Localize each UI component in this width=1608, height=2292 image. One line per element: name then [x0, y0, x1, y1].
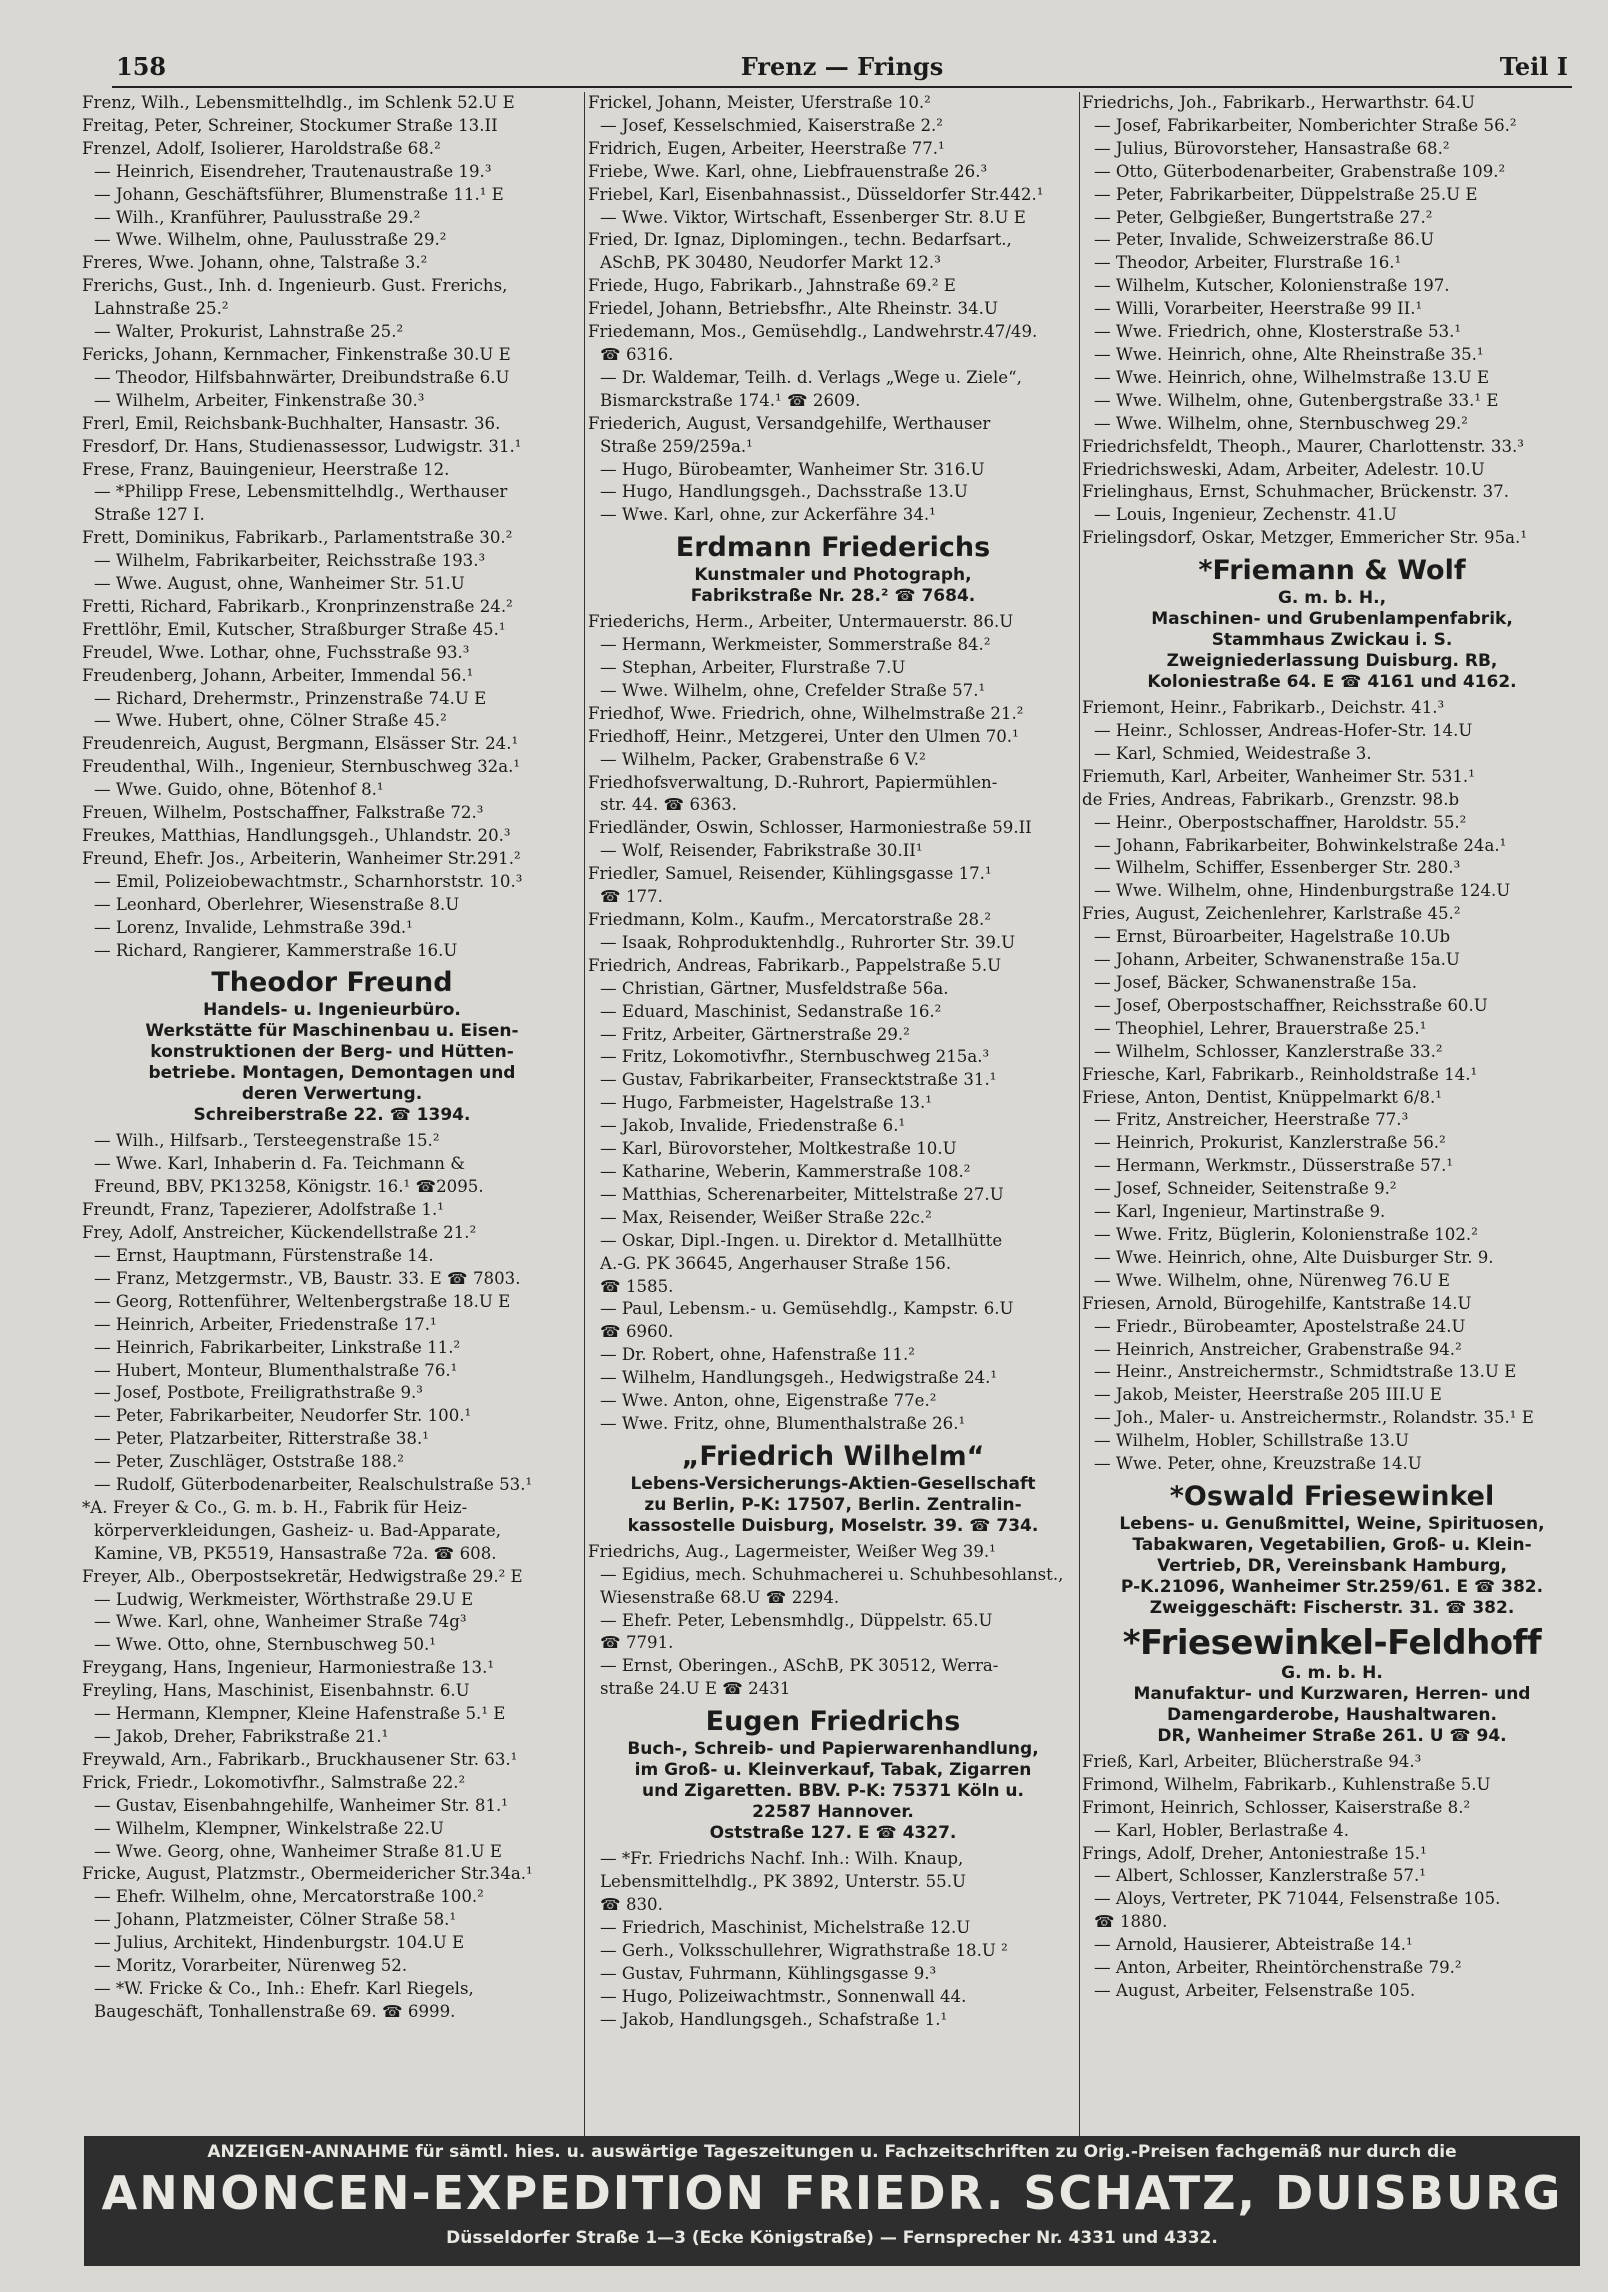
- directory-entry: Friesche, Karl, Fabrikarb., Reinholdstraße 14.¹: [1082, 1064, 1478, 1084]
- advertisement-line: Koloniestraße 64. E ☎ 4161 und 4162.: [1147, 672, 1517, 693]
- directory-entry: — Ehefr. Peter, Lebensmhdlg., Düppelstr. 65.U: [600, 1610, 993, 1630]
- directory-entry: — Wwe. Wilhelm, ohne, Nürenweg 76.U E: [1094, 1270, 1451, 1290]
- directory-entry: Friedemann, Mos., Gemüsehdlg., Landwehrstr.47/49.: [588, 322, 1038, 342]
- directory-entry: — Wwe. Peter, ohne, Kreuzstraße 14.U: [1094, 1454, 1422, 1474]
- directory-entry: — *Fr. Friedrichs Nachf. Inh.: Wilh. Knaup,: [600, 1849, 964, 1869]
- directory-entry: — Paul, Lebensm.- u. Gemüsehdlg., Kampstr. 6.U: [600, 1299, 1014, 1319]
- directory-entry: — Egidius, mech. Schuhmacherei u. Schuhbesohlanst.,: [600, 1564, 1064, 1584]
- directory-entry: — Heinrich, Prokurist, Kanzlerstraße 56.²: [1094, 1133, 1446, 1153]
- advertisement-line: konstruktionen der Berg- und Hütten-: [150, 1042, 514, 1063]
- directory-entry: — Gustav, Eisenbahngehilfe, Wanheimer Str. 81.¹: [94, 1795, 508, 1815]
- directory-entry: Frettlöhr, Emil, Kutscher, Straßburger Straße 45.¹: [82, 619, 506, 639]
- directory-entry: — Georg, Rottenführer, Weltenbergstraße 18.U E: [94, 1291, 511, 1311]
- directory-entry: Frerl, Emil, Reichsbank-Buchhalter, Hansastr. 36.: [82, 413, 501, 433]
- directory-entry: körperverkleidungen, Gasheiz- u. Bad-Apparate,: [94, 1520, 502, 1540]
- directory-entry: — Anton, Arbeiter, Rheintörchenstraße 79.²: [1094, 1958, 1462, 1978]
- directory-entry: Freitag, Peter, Schreiner, Stockumer Straße 13.II: [82, 115, 498, 135]
- directory-entry: — Wilh., Kranführer, Paulusstraße 29.²: [94, 207, 421, 227]
- directory-entry: Friedrich, Andreas, Fabrikarb., Pappelstraße 5.U: [588, 955, 1002, 975]
- directory-entry: Friedhofsverwaltung, D.-Ruhrort, Papiermühlen-: [588, 772, 998, 792]
- directory-entry: — Hubert, Monteur, Blumenthalstraße 76.¹: [94, 1360, 458, 1380]
- directory-entry: Frimond, Wilhelm, Fabrikarb., Kuhlenstraße 5.U: [1082, 1774, 1491, 1794]
- advertisement-freund: [82, 966, 582, 1126]
- advertisement-name: *Oswald Friesewinkel: [1169, 1480, 1495, 1512]
- advertisement-line: Vertrieb, DR, Vereinsbank Hamburg,: [1157, 1555, 1507, 1576]
- directory-entry: Frenzel, Adolf, Isolierer, Haroldstraße 68.²: [82, 138, 441, 158]
- directory-entry: — Hermann, Klempner, Kleine Hafenstraße 5.¹ E: [94, 1704, 506, 1724]
- column-1: [82, 92, 582, 2132]
- directory-entry: — Arnold, Hausierer, Abteistraße 14.¹: [1094, 1935, 1413, 1955]
- directory-entry: — Theodor, Arbeiter, Flurstraße 16.¹: [1094, 253, 1402, 273]
- directory-entry: — Fritz, Lokomotivfhr., Sternbuschweg 215a.³: [600, 1047, 990, 1067]
- directory-entry: Freuen, Wilhelm, Postschaffner, Falkstraße 72.³: [82, 803, 484, 823]
- directory-entry: — Gustav, Fuhrmann, Kühlingsgasse 9.³: [600, 1963, 937, 1983]
- directory-entry: — Heinrich, Arbeiter, Friedenstraße 17.¹: [94, 1314, 437, 1334]
- directory-entry: — Johann, Platzmeister, Cölner Straße 58.¹: [94, 1910, 457, 1930]
- directory-entry: — Emil, Polizeiobewachtmstr., Scharnhorststr. 10.³: [94, 871, 523, 891]
- directory-entry: — Otto, Güterbodenarbeiter, Grabenstraße 109.²: [1094, 161, 1506, 181]
- part-label: Teil I: [1499, 52, 1568, 81]
- advertisement-name: *Friemann & Wolf: [1198, 555, 1466, 587]
- name-range: Frenz — Frings: [740, 52, 944, 81]
- directory-entry: — Wwe. Fritz, Büglerin, Kolonienstraße 102.²: [1094, 1224, 1478, 1244]
- directory-entry: Frenz, Wilh., Lebensmittelhdlg., im Schlenk 52.U E: [82, 93, 515, 112]
- directory-entry: Friebe, Wwe. Karl, ohne, Liebfrauenstraße 26.³: [588, 161, 988, 181]
- directory-entry: — Wwe. Karl, ohne, zur Ackerfähre 34.¹: [600, 505, 936, 525]
- directory-entry: — Wilhelm, Schlosser, Kanzlerstraße 33.²: [1094, 1041, 1443, 1061]
- directory-entry: — Wilhelm, Fabrikarbeiter, Reichsstraße 193.³: [94, 551, 486, 571]
- directory-entry: Frimont, Heinrich, Schlosser, Kaiserstraße 8.²: [1082, 1797, 1471, 1817]
- directory-entry: — Peter, Fabrikarbeiter, Neudorfer Str. 100.¹: [94, 1406, 472, 1426]
- directory-entry: — Wwe. Wilhelm, ohne, Gutenbergstraße 33.¹ E: [1094, 390, 1499, 410]
- directory-entry: Freyer, Alb., Oberpostsekretär, Hedwigstraße 29.² E: [82, 1566, 523, 1586]
- directory-entry: Freundt, Franz, Tapezierer, Adolfstraße 1.¹: [82, 1200, 444, 1220]
- directory-entry: ☎ 177.: [600, 887, 663, 907]
- footer-address: Düsseldorfer Straße 1—3 (Ecke Königstraße) — Fernsprecher Nr. 4331 und 4332.: [446, 2228, 1218, 2248]
- directory-entry: Friebel, Karl, Eisenbahnassist., Düsseldorfer Str.442.¹: [588, 184, 1044, 204]
- directory-entry: — Richard, Drehermstr., Prinzenstraße 74.U E: [94, 688, 487, 708]
- directory-entry: Friedrichs, Aug., Lagermeister, Weißer Weg 39.¹: [588, 1541, 996, 1561]
- directory-entry: — Lorenz, Invalide, Lehmstraße 39d.¹: [94, 917, 413, 937]
- directory-entry: — Wwe. Wilhelm, ohne, Sternbuschweg 29.²: [1094, 413, 1468, 433]
- page-number: 158: [116, 52, 167, 81]
- directory-entry: — Louis, Ingenieur, Zechenstr. 41.U: [1094, 505, 1397, 525]
- advertisement-line: deren Verwertung.: [241, 1084, 423, 1105]
- directory-entry: — Christian, Gärtner, Musfeldstraße 56a.: [600, 978, 949, 998]
- advertisement-name: „Friedrich Wilhelm“: [681, 1440, 985, 1472]
- directory-entry: ☎ 6960.: [600, 1322, 674, 1342]
- directory-entry: — Fritz, Anstreicher, Heerstraße 77.³: [1094, 1110, 1409, 1130]
- directory-entry: — Albert, Schlosser, Kanzlerstraße 57.¹: [1094, 1866, 1426, 1886]
- advertisement-line: Werkstätte für Maschinenbau u. Eisen-: [145, 1021, 519, 1042]
- advertisement-line: zu Berlin, P-K: 17507, Berlin. Zentralin-: [644, 1494, 1022, 1515]
- advertisement-line: P-K.21096, Wanheimer Str.259/61. E ☎ 382.: [1120, 1576, 1544, 1597]
- advertisement-line: G. m. b. H.: [1281, 1662, 1383, 1683]
- directory-entry: — *Philipp Frese, Lebensmittelhdlg., Werthauser: [94, 482, 508, 502]
- advertisement-line: G. m. b. H.,: [1277, 588, 1387, 609]
- directory-entry: — Karl, Hobler, Berlastraße 4.: [1094, 1820, 1349, 1840]
- directory-entry: ☎ 1880.: [1094, 1912, 1168, 1932]
- advertisement-line: Kunstmaler und Photograph,: [694, 565, 972, 586]
- directory-entry: — Peter, Fabrikarbeiter, Düppelstraße 25.U E: [1094, 184, 1478, 204]
- directory-entry: — Heinrich, Anstreicher, Grabenstraße 94.²: [1094, 1339, 1462, 1359]
- directory-entry: — Johann, Fabrikarbeiter, Bohwinkelstraße 24a.¹: [1094, 835, 1507, 855]
- advertisement-footer: [84, 2136, 1580, 2266]
- directory-entry: — Wilhelm, Packer, Grabenstraße 6 V.²: [600, 749, 926, 769]
- directory-entry: — Aloys, Vertreter, PK 71044, Felsenstraße 105.: [1094, 1889, 1501, 1909]
- advertisement-line: Oststraße 127. E ☎ 4327.: [709, 1823, 957, 1844]
- directory-entry: — Wwe. Fritz, ohne, Blumenthalstraße 26.¹: [600, 1413, 966, 1433]
- advertisement-line: Zweigniederlassung Duisburg. RB,: [1166, 651, 1498, 672]
- directory-entry: Freywald, Arn., Fabrikarb., Bruckhausener Str. 63.¹: [82, 1749, 518, 1769]
- directory-entry: ASchB, PK 30480, Neudorfer Markt 12.³: [600, 253, 941, 273]
- directory-entry: Fericks, Johann, Kernmacher, Finkenstraße 30.U E: [82, 344, 511, 364]
- directory-entry: — Wwe. Heinrich, ohne, Alte Duisburger Str. 9.: [1094, 1247, 1494, 1267]
- directory-entry: — Ludwig, Werkmeister, Wörthstraße 29.U E: [94, 1589, 474, 1609]
- directory-entry: — Johann, Arbeiter, Schwanenstraße 15a.U: [1094, 950, 1460, 970]
- advertisement-line: Fabrikstraße Nr. 28.² ☎ 7684.: [690, 586, 976, 607]
- directory-entry: Freres, Wwe. Johann, ohne, Talstraße 3.²: [82, 253, 428, 273]
- directory-entry: — Friedrich, Maschinist, Michelstraße 12.U: [600, 1917, 971, 1937]
- footer-company: ANNONCEN-EXPEDITION FRIEDR. SCHATZ, DUISBURG: [101, 2166, 1563, 2220]
- advertisement-line: Tabakwaren, Vegetabilien, Groß- u. Klein-: [1132, 1534, 1532, 1555]
- directory-entry: — Peter, Invalide, Schweizerstraße 86.U: [1094, 230, 1435, 250]
- directory-entry: Friedhof, Wwe. Friedrich, ohne, Wilhelmstraße 21.²: [588, 703, 1024, 723]
- directory-entry: Friesen, Arnold, Bürogehilfe, Kantstraße 14.U: [1082, 1293, 1472, 1313]
- directory-entry: Freudel, Wwe. Lothar, ohne, Fuchsstraße 93.³: [82, 642, 470, 662]
- advertisement-line: Buch-, Schreib- und Papierwarenhandlung,: [627, 1739, 1039, 1760]
- advertisement-line: Manufaktur- und Kurzwaren, Herren- und: [1133, 1683, 1531, 1704]
- directory-entry: Friedrichsfeldt, Theoph., Maurer, Charlottenstr. 33.³: [1082, 436, 1524, 456]
- directory-entry: Friederich, August, Versandgehilfe, Werthauser: [588, 413, 991, 433]
- directory-entry: Frieß, Karl, Arbeiter, Blücherstraße 94.³: [1082, 1751, 1422, 1771]
- directory-entry: Frerichs, Gust., Inh. d. Ingenieurb. Gust. Frerichs,: [82, 276, 508, 296]
- column-3: [1082, 92, 1582, 2132]
- directory-entry: Fresdorf, Dr. Hans, Studienassessor, Ludwigstr. 31.¹: [82, 436, 522, 456]
- directory-entry: ☎ 1585.: [600, 1276, 674, 1296]
- directory-entry: — Josef, Schneider, Seitenstraße 9.²: [1094, 1179, 1397, 1199]
- directory-entry: — Wwe. Wilhelm, ohne, Hindenburgstraße 124.U: [1094, 881, 1511, 901]
- directory-entry: Freudenberg, Johann, Arbeiter, Immendal 56.¹: [82, 665, 474, 685]
- directory-entry: — Richard, Rangierer, Kammerstraße 16.U: [94, 940, 458, 960]
- directory-entry: Fried, Dr. Ignaz, Diplomingen., techn. Bedarfsart.,: [588, 230, 1012, 250]
- directory-entry: — Wwe. Friedrich, ohne, Klosterstraße 53.¹: [1094, 322, 1462, 342]
- directory-entry: Freudenreich, August, Bergmann, Elsässer Str. 24.¹: [82, 734, 519, 754]
- directory-entry: — Ernst, Hauptmann, Fürstenstraße 14.: [94, 1245, 434, 1265]
- directory-entry: Straße 259/259a.¹: [600, 436, 753, 456]
- directory-entry: — Karl, Ingenieur, Martinstraße 9.: [1094, 1202, 1386, 1222]
- directory-entry: — Ernst, Büroarbeiter, Hagelstraße 10.Ub: [1094, 927, 1451, 947]
- directory-entry: A.-G. PK 36645, Angerhauser Straße 156.: [600, 1253, 952, 1273]
- directory-entry: Frickel, Johann, Meister, Uferstraße 10.²: [588, 93, 931, 112]
- directory-entry: — Oskar, Dipl.-Ingen. u. Direktor d. Metallhütte: [600, 1230, 1003, 1250]
- advertisement-erdmann: [588, 531, 1078, 607]
- advertisement-line: Lebens- u. Genußmittel, Weine, Spirituosen,: [1119, 1513, 1545, 1534]
- directory-entry: — Wilh., Hilfsarb., Tersteegenstraße 15.²: [94, 1131, 440, 1151]
- directory-entry: — Wwe. Anton, ohne, Eigenstraße 77e.²: [600, 1391, 937, 1411]
- directory-entry: Freund, Ehefr. Jos., Arbeiterin, Wanheimer Str.291.²: [82, 848, 521, 868]
- directory-entry: Freudenthal, Wilh., Ingenieur, Sternbuschweg 32a.¹: [82, 757, 521, 777]
- directory-entry: Frese, Franz, Bauingenieur, Heerstraße 12.: [82, 459, 450, 479]
- directory-entry: Freyling, Hans, Maschinist, Eisenbahnstr. 6.U: [82, 1681, 470, 1701]
- directory-entry: — Friedr., Bürobeamter, Apostelstraße 24.U: [1094, 1316, 1466, 1336]
- advertisement-friemann: [1082, 554, 1582, 693]
- advertisement-line: betriebe. Montagen, Demontagen und: [148, 1063, 516, 1084]
- advertisement-oswald: [1082, 1480, 1582, 1619]
- advertisement-line: DR, Wanheimer Straße 261. U ☎ 94.: [1157, 1725, 1507, 1746]
- directory-entry: — Josef, Kesselschmied, Kaiserstraße 2.²: [600, 115, 943, 135]
- directory-entry: — Hermann, Werkmeister, Sommerstraße 84.²: [600, 635, 991, 655]
- directory-entry: — Hermann, Werkmstr., Düsserstraße 57.¹: [1094, 1156, 1454, 1176]
- advertisement-line: Handels- u. Ingenieurbüro.: [203, 1000, 461, 1021]
- footer-line-1: ANZEIGEN-ANNAHME für sämtl. hies. u. auswärtige Tageszeitungen u. Fachzeitschriften zu Orig.-Preisen fachgemäß nur durch die: [207, 2142, 1457, 2162]
- directory-entry: — Heinrich, Eisendreher, Trautenaustraße 19.³: [94, 161, 492, 181]
- directory-entry: — Wwe. Georg, ohne, Wanheimer Straße 81.U E: [94, 1841, 502, 1861]
- directory-entry: Friede, Hugo, Fabrikarb., Jahnstraße 69.² E: [588, 276, 956, 296]
- directory-entry: — Rudolf, Güterbodenarbeiter, Realschulstraße 53.¹: [94, 1475, 533, 1495]
- directory-entry: — Julius, Architekt, Hindenburgstr. 104.U E: [94, 1933, 465, 1953]
- directory-entry: Friedmann, Kolm., Kaufm., Mercatorstraße 28.²: [588, 910, 991, 929]
- advertisement-name: Erdmann Friederichs: [675, 532, 991, 564]
- directory-entry: — Hugo, Farbmeister, Hagelstraße 13.¹: [600, 1093, 932, 1113]
- directory-entry: — Eduard, Maschinist, Sedanstraße 16.²: [600, 1001, 942, 1021]
- directory-entry: — Hugo, Handlungsgeh., Dachsstraße 13.U: [600, 482, 968, 502]
- directory-entry: — Katharine, Weberin, Kammerstraße 108.²: [600, 1161, 971, 1181]
- directory-entry: — Peter, Gelbgießer, Bungertstraße 27.²: [1094, 207, 1433, 227]
- directory-entry: — Johann, Geschäftsführer, Blumenstraße 11.¹ E: [94, 184, 504, 204]
- directory-entry: Friedrichs, Joh., Fabrikarb., Herwarthstr. 64.U: [1082, 93, 1475, 112]
- directory-entry: — Wwe. Guido, ohne, Bötenhof 8.¹: [94, 780, 384, 800]
- directory-entry: — Karl, Schmied, Weidestraße 3.: [1094, 743, 1372, 763]
- advertisement-line: Schreiberstraße 22. ☎ 1394.: [193, 1105, 471, 1126]
- directory-entry: — Hugo, Polizeiwachtmstr., Sonnenwall 44.: [600, 1986, 967, 2006]
- directory-entry: Baugeschäft, Tonhallenstraße 69. ☎ 6999.: [94, 2001, 456, 2021]
- directory-entry: — Wwe. Karl, Inhaberin d. Fa. Teichmann &: [94, 1154, 465, 1174]
- directory-entry: — Hugo, Bürobeamter, Wanheimer Str. 316.U: [600, 459, 985, 479]
- directory-entry: Frielinghaus, Ernst, Schuhmacher, Brückenstr. 37.: [1082, 482, 1510, 502]
- directory-entry: Freygang, Hans, Ingenieur, Harmoniestraße 13.¹: [82, 1658, 495, 1678]
- directory-entry: Lebensmittelhdlg., PK 3892, Unterstr. 55.U: [600, 1872, 966, 1892]
- directory-entry: Friedel, Johann, Betriebsfhr., Alte Rheinstr. 34.U: [588, 299, 998, 319]
- directory-entry: — Josef, Fabrikarbeiter, Nomberichter Straße 56.²: [1094, 115, 1517, 135]
- advertisement-name: Eugen Friedrichs: [705, 1706, 961, 1738]
- directory-entry: — Willi, Vorarbeiter, Heerstraße 99 II.¹: [1094, 299, 1423, 319]
- directory-entry: — Theophiel, Lehrer, Brauerstraße 25.¹: [1094, 1018, 1427, 1038]
- directory-entry: *A. Freyer & Co., G. m. b. H., Fabrik für Heiz-: [82, 1497, 468, 1517]
- directory-entry: — Wwe. Otto, ohne, Sternbuschweg 50.¹: [94, 1635, 436, 1655]
- advertisement-line: kassostelle Duisburg, Moselstr. 39. ☎ 734.: [627, 1515, 1039, 1536]
- directory-entry: — Wwe. Wilhelm, ohne, Paulusstraße 29.²: [94, 230, 447, 250]
- advertisement-line: Lebens-Versicherungs-Aktien-Gesellschaft: [630, 1473, 1036, 1494]
- directory-entry: — Ernst, Oberingen., ASchB, PK 30512, Werra-: [600, 1656, 999, 1676]
- directory-entry: — Heinr., Schlosser, Andreas-Hofer-Str. 14.U: [1094, 721, 1473, 741]
- directory-entry: Freukes, Matthias, Handlungsgeh., Uhlandstr. 20.³: [82, 826, 511, 845]
- directory-entry: straße 24.U E ☎ 2431: [600, 1679, 791, 1699]
- column-divider: [1079, 92, 1080, 2137]
- directory-entry: Frett, Dominikus, Fabrikarb., Parlamentstraße 30.²: [82, 528, 513, 548]
- directory-entry: — Julius, Bürovorsteher, Hansastraße 68.²: [1094, 138, 1450, 158]
- directory-entry: Friemont, Heinr., Fabrikarb., Deichstr. 41.³: [1082, 698, 1445, 718]
- directory-entry: — Wilhelm, Handlungsgeh., Hedwigstraße 24.¹: [600, 1368, 998, 1388]
- directory-entry: — Peter, Zuschläger, Oststraße 188.²: [94, 1452, 404, 1472]
- advertisement-line: 22587 Hannover.: [752, 1802, 914, 1823]
- directory-entry: — Leonhard, Oberlehrer, Wiesenstraße 8.U: [94, 894, 460, 914]
- directory-entry: Freund, BBV, PK13258, Königstr. 16.¹ ☎2095.: [94, 1177, 484, 1197]
- directory-entry: Frielingsdorf, Oskar, Metzger, Emmericher Str. 95a.¹: [1082, 528, 1527, 548]
- advertisement-line: Maschinen- und Grubenlampenfabrik,: [1151, 609, 1513, 630]
- advertisement-name: Theodor Freund: [211, 967, 453, 999]
- directory-entry: str. 44. ☎ 6363.: [600, 795, 737, 815]
- directory-entry: — Moritz, Vorarbeiter, Nürenweg 52.: [94, 1956, 408, 1976]
- directory-entry: — Dr. Waldemar, Teilh. d. Verlags „Wege u. Ziele“,: [600, 367, 1022, 387]
- directory-entry: ☎ 7791.: [600, 1633, 674, 1653]
- directory-entry: — Wilhelm, Arbeiter, Finkenstraße 30.³: [94, 390, 425, 410]
- column-divider: [584, 92, 585, 2137]
- directory-entry: — Wolf, Reisender, Fabrikstraße 30.II¹: [600, 841, 923, 861]
- column-2: [588, 92, 1078, 2132]
- directory-entry: — Isaak, Rohproduktenhdlg., Ruhrorter Str. 39.U: [600, 932, 1016, 952]
- advertisement-name: *Friesewinkel-Feldhoff: [1122, 1622, 1542, 1663]
- directory-entry: Lahnstraße 25.²: [94, 299, 229, 319]
- directory-entry: Fridrich, Eugen, Arbeiter, Heerstraße 77.¹: [588, 138, 945, 158]
- directory-entry: — Gustav, Fabrikarbeiter, Fransecktstraße 31.¹: [600, 1070, 997, 1090]
- directory-entry: Kamine, VB, PK5519, Hansastraße 72a. ☎ 608.: [94, 1543, 497, 1563]
- directory-entry: — August, Arbeiter, Felsenstraße 105.: [1094, 1981, 1416, 2000]
- directory-entry: — Wwe. Viktor, Wirtschaft, Essenberger Str. 8.U E: [600, 207, 1026, 227]
- directory-entry: — Peter, Platzarbeiter, Ritterstraße 38.¹: [94, 1429, 429, 1449]
- directory-entry: Frick, Friedr., Lokomotivfhr., Salmstraße 22.²: [82, 1772, 466, 1792]
- directory-entry: — Jakob, Invalide, Friedenstraße 6.¹: [600, 1116, 906, 1136]
- directory-entry: — Wilhelm, Schiffer, Essenberger Str. 280.³: [1094, 858, 1461, 878]
- directory-entry: — Dr. Robert, ohne, Hafenstraße 11.²: [600, 1345, 915, 1365]
- advertisement-feldhoff: [1082, 1623, 1582, 1747]
- directory-entry: ☎ 830.: [600, 1895, 663, 1914]
- directory-entry: Friese, Anton, Dentist, Knüppelmarkt 6/8.¹: [1082, 1087, 1442, 1107]
- directory-entry: — Jakob, Dreher, Fabrikstraße 21.¹: [94, 1727, 389, 1746]
- directory-entry: — Franz, Metzgermstr., VB, Baustr. 33. E ☎ 7803.: [94, 1268, 521, 1288]
- directory-entry: Friemuth, Karl, Arbeiter, Wanheimer Str. 531.¹: [1082, 766, 1475, 786]
- directory-entry: de Fries, Andreas, Fabrikarb., Grenzstr. 98.b: [1082, 789, 1460, 809]
- directory-entry: — Wilhelm, Hobler, Schillstraße 13.U: [1094, 1431, 1410, 1451]
- directory-entry: Friedländer, Oswin, Schlosser, Harmoniestraße 59.II: [588, 818, 1032, 838]
- advertisement-eugen: [588, 1705, 1078, 1844]
- directory-entry: — Max, Reisender, Weißer Straße 22c.²: [600, 1207, 932, 1227]
- directory-entry: — Wwe. August, ohne, Wanheimer Str. 51.U: [94, 574, 465, 594]
- directory-entry: Fries, August, Zeichenlehrer, Karlstraße 45.²: [1082, 904, 1461, 924]
- directory-entry: Friedhoff, Heinr., Metzgerei, Unter den Ulmen 70.¹: [588, 726, 1019, 746]
- directory-entry: — Wwe. Wilhelm, ohne, Crefelder Straße 57.¹: [600, 680, 986, 700]
- directory-entry: Frey, Adolf, Anstreicher, Kückendellstraße 21.²: [82, 1223, 477, 1243]
- advertisement-friedrich: [588, 1440, 1078, 1537]
- directory-entry: — Wwe. Heinrich, ohne, Wilhelmstraße 13.U E: [1094, 367, 1490, 387]
- directory-entry: Friedrichsweski, Adam, Arbeiter, Adelestr. 10.U: [1082, 459, 1485, 479]
- directory-entry: — Joh., Maler- u. Anstreichermstr., Rolandstr. 35.¹ E: [1094, 1408, 1534, 1428]
- directory-entry: — Karl, Bürovorsteher, Moltkestraße 10.U: [600, 1139, 957, 1159]
- directory-entry: — Wwe. Karl, ohne, Wanheimer Straße 74g³: [94, 1612, 467, 1632]
- directory-entry: Fretti, Richard, Fabrikarb., Kronprinzenstraße 24.²: [82, 596, 513, 616]
- directory-entry: — Ehefr. Wilhelm, ohne, Mercatorstraße 100.²: [94, 1887, 484, 1907]
- directory-entry: — Walter, Prokurist, Lahnstraße 25.²: [94, 322, 404, 342]
- directory-entry: — Theodor, Hilfsbahnwärter, Dreibundstraße 6.U: [94, 367, 510, 387]
- advertisement-line: Damengarderobe, Haushaltwaren.: [1167, 1704, 1497, 1725]
- directory-entry: Straße 127 I.: [94, 505, 205, 525]
- advertisement-line: und Zigaretten. BBV. P-K: 75371 Köln u.: [642, 1781, 1024, 1802]
- page-header: [112, 52, 1572, 88]
- directory-entry: — Jakob, Meister, Heerstraße 205 III.U E: [1094, 1385, 1442, 1405]
- directory-entry: — Wwe. Hubert, ohne, Cölner Straße 45.²: [94, 711, 447, 731]
- directory-entry: — Stephan, Arbeiter, Flurstraße 7.U: [600, 658, 906, 678]
- advertisement-line: im Groß- u. Kleinverkauf, Tabak, Zigarren: [634, 1760, 1032, 1781]
- advertisement-line: Stammhaus Zwickau i. S.: [1211, 630, 1453, 651]
- directory-entry: Friedler, Samuel, Reisender, Kühlingsgasse 17.¹: [588, 864, 992, 884]
- directory-entry: — Wwe. Heinrich, ohne, Alte Rheinstraße 35.¹: [1094, 344, 1484, 364]
- directory-entry: — *W. Fricke & Co., Inh.: Ehefr. Karl Riegels,: [94, 1978, 474, 1998]
- directory-entry: — Josef, Postbote, Freiligrathstraße 9.³: [94, 1383, 423, 1403]
- directory-entry: Wiesenstraße 68.U ☎ 2294.: [600, 1587, 840, 1607]
- directory-entry: — Heinr., Anstreichermstr., Schmidtstraße 13.U E: [1094, 1362, 1517, 1382]
- directory-entry: — Heinr., Oberpostschaffner, Haroldstr. 55.²: [1094, 812, 1467, 832]
- directory-entry: — Josef, Bäcker, Schwanenstraße 15a.: [1094, 973, 1417, 992]
- directory-entry: — Matthias, Scherenarbeiter, Mittelstraße 27.U: [600, 1184, 1004, 1204]
- directory-entry: — Fritz, Arbeiter, Gärtnerstraße 29.²: [600, 1024, 910, 1044]
- directory-entry: Friederichs, Herm., Arbeiter, Untermauerstr. 86.U: [588, 612, 1014, 632]
- advertisement-line: Zweiggeschäft: Fischerstr. 31. ☎ 382.: [1149, 1597, 1515, 1618]
- directory-entry: — Heinrich, Fabrikarbeiter, Linkstraße 11.²: [94, 1337, 461, 1357]
- directory-entry: Frings, Adolf, Dreher, Antoniestraße 15.¹: [1082, 1843, 1427, 1863]
- directory-entry: — Gerh., Volksschullehrer, Wigrathstraße 18.U ²: [600, 1940, 1008, 1960]
- directory-entry: Bismarckstraße 174.¹ ☎ 2609.: [600, 390, 861, 410]
- directory-entry: ☎ 6316.: [600, 344, 674, 364]
- directory-entry: — Wilhelm, Kutscher, Kolonienstraße 197.: [1094, 276, 1450, 296]
- directory-entry: — Josef, Oberpostschaffner, Reichsstraße 60.U: [1094, 995, 1488, 1015]
- directory-entry: Fricke, August, Platzmstr., Obermeidericher Str.34a.¹: [82, 1864, 533, 1884]
- directory-entry: — Jakob, Handlungsgeh., Schafstraße 1.¹: [600, 2009, 948, 2029]
- directory-entry: — Wilhelm, Klempner, Winkelstraße 22.U: [94, 1818, 444, 1838]
